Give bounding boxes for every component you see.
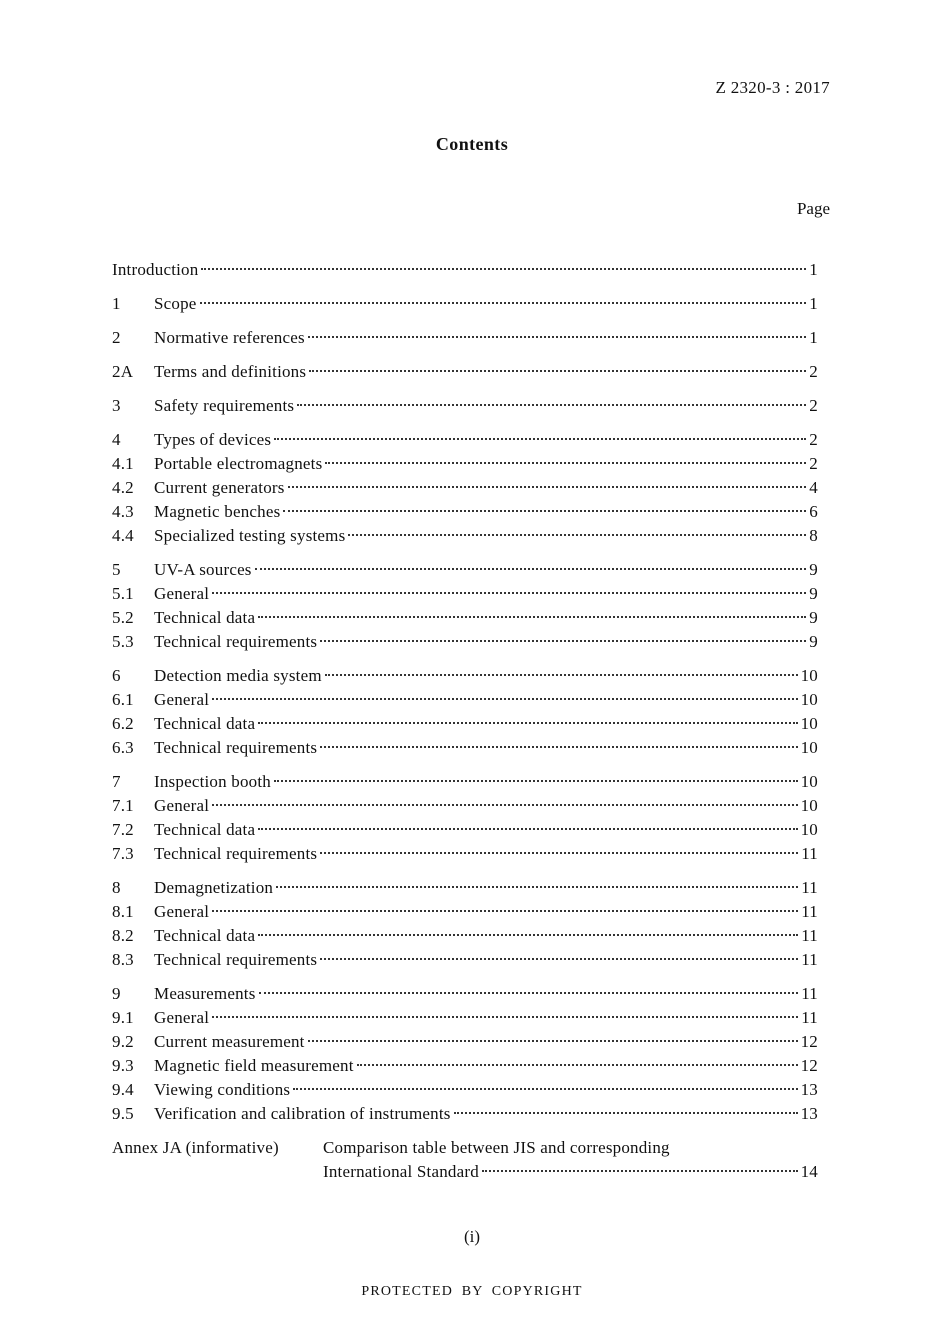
toc-entry[interactable] <box>112 502 818 526</box>
toc-entry-page: 2 <box>809 396 818 415</box>
toc-entry-number: 8.3 <box>112 950 134 969</box>
toc-entry-page: 11 <box>801 878 818 897</box>
toc-entry-title: Portable electromagnets <box>154 454 323 473</box>
toc-entry-page: 12 <box>800 1056 818 1075</box>
toc-entry[interactable] <box>112 1056 818 1080</box>
dot-leader <box>201 268 806 270</box>
annex-page-number: 14 <box>800 1162 818 1181</box>
toc-entry-title: Detection media system <box>154 666 322 685</box>
toc-entry-number: 8 <box>112 878 121 897</box>
toc-entry[interactable] <box>112 738 818 762</box>
toc-entry-number: 7.1 <box>112 796 134 815</box>
toc-entry[interactable] <box>112 902 818 926</box>
toc-entry-title: UV-A sources <box>154 560 252 579</box>
toc-entry-title: Technical requirements <box>154 950 318 969</box>
toc-entry-number: 8.1 <box>112 902 134 921</box>
toc-entry-title: Technical requirements <box>154 632 318 651</box>
toc-entry-number: 6.1 <box>112 690 134 709</box>
dot-leader <box>258 616 806 618</box>
toc-entry-page: 13 <box>800 1080 818 1099</box>
toc-entry-number: 2A <box>112 362 134 381</box>
dot-leader <box>200 302 807 304</box>
toc-entry-page: 10 <box>800 666 818 685</box>
toc-entry-title: Technical data <box>154 926 256 945</box>
dot-leader <box>309 370 806 372</box>
toc-entry-title: Technical requirements <box>154 844 318 863</box>
dot-leader <box>212 804 797 806</box>
toc-entry[interactable] <box>112 396 818 420</box>
toc-entry-page: 11 <box>801 902 818 921</box>
toc-entry-number: 7 <box>112 772 121 791</box>
toc-entry[interactable] <box>112 1080 818 1104</box>
toc-entry-number: 4.4 <box>112 526 134 545</box>
toc-group <box>112 260 818 284</box>
toc-entry-title: Viewing conditions <box>154 1080 291 1099</box>
toc-entry-title: Types of devices <box>154 430 272 449</box>
toc-entry-title: Technical data <box>154 820 256 839</box>
toc-entry-title: Current generators <box>154 478 285 497</box>
dot-leader <box>212 698 797 700</box>
toc-entry-title: Technical requirements <box>154 738 318 757</box>
toc-entry[interactable] <box>112 584 818 608</box>
toc-group <box>112 772 818 868</box>
toc-entry-page: 10 <box>800 820 818 839</box>
toc-entry-number: 9 <box>112 984 121 1003</box>
toc-entry-page: 11 <box>801 984 818 1003</box>
toc-entry-number: 5.3 <box>112 632 134 651</box>
toc-entry-number: 5.2 <box>112 608 134 627</box>
dot-leader <box>325 674 798 676</box>
toc-entry-page: 10 <box>800 714 818 733</box>
toc-entry-page: 1 <box>809 260 818 279</box>
dot-leader <box>308 336 807 338</box>
page-number: (i) <box>463 1227 481 1246</box>
toc-entry-title: General <box>154 902 210 921</box>
toc-entry-number: 1 <box>112 294 121 313</box>
table-of-contents <box>112 260 818 1186</box>
toc-entry[interactable] <box>112 608 818 632</box>
toc-entry-page: 11 <box>801 1008 818 1027</box>
toc-entry-page: 9 <box>809 560 818 579</box>
toc-entry[interactable] <box>112 1104 818 1128</box>
toc-entry-title: Current measurement <box>154 1032 305 1051</box>
toc-entry-number: 5 <box>112 560 121 579</box>
dot-leader <box>212 910 798 912</box>
toc-entry[interactable] <box>112 844 818 868</box>
toc-group <box>112 328 818 352</box>
toc-entry-number: 6.3 <box>112 738 134 757</box>
toc-entry[interactable] <box>112 478 818 502</box>
dot-leader <box>308 1040 798 1042</box>
copyright-notice: PROTECTED BY COPYRIGHT <box>361 1284 583 1299</box>
toc-entry-title: Demagnetization <box>154 878 274 897</box>
toc-entry[interactable] <box>112 526 818 550</box>
toc-entry[interactable] <box>112 362 818 386</box>
toc-entry-title: Specialized testing systems <box>154 526 346 545</box>
toc-entry-number: 9.2 <box>112 1032 134 1051</box>
dot-leader <box>283 510 806 512</box>
toc-entry-page: 2 <box>809 362 818 381</box>
toc-entry-page: 6 <box>809 502 818 521</box>
annex-title-row <box>323 1162 818 1186</box>
toc-group <box>112 362 818 386</box>
annex-title-line2: International Standard <box>323 1162 479 1181</box>
toc-entry-page: 2 <box>809 454 818 473</box>
toc-entry-number: 4.1 <box>112 454 134 473</box>
toc-entry-number: 5.1 <box>112 584 134 603</box>
toc-entry-title: Measurements <box>154 984 256 1003</box>
toc-entry[interactable] <box>112 560 818 584</box>
toc-entry[interactable] <box>112 820 818 844</box>
toc-entry-page: 10 <box>800 796 818 815</box>
toc-entry-page: 9 <box>809 584 818 603</box>
toc-entry[interactable] <box>112 632 818 656</box>
toc-group <box>112 294 818 318</box>
toc-entry-title: Safety requirements <box>154 396 295 415</box>
toc-entry-page: 13 <box>800 1104 818 1123</box>
dot-leader <box>482 1170 798 1172</box>
annex-label: Annex JA (informative) <box>112 1138 279 1157</box>
toc-entry-number: 4 <box>112 430 121 449</box>
toc-entry-page: 1 <box>809 294 818 313</box>
toc-entry-title: General <box>154 584 210 603</box>
toc-entry-number: 9.3 <box>112 1056 134 1075</box>
dot-leader <box>212 592 806 594</box>
toc-entry-title: General <box>154 690 210 709</box>
toc-entry-title: Technical data <box>154 608 256 627</box>
toc-entry-page: 8 <box>809 526 818 545</box>
toc-entry-page: 4 <box>809 478 818 497</box>
annex-body <box>323 1138 818 1186</box>
toc-entry-page: 10 <box>800 738 818 757</box>
toc-entry-number: 9.4 <box>112 1080 134 1099</box>
toc-entry[interactable] <box>112 878 818 902</box>
toc-group <box>112 666 818 762</box>
toc-entry[interactable] <box>112 1008 818 1032</box>
dot-leader <box>320 746 797 748</box>
toc-entry[interactable] <box>112 260 818 284</box>
toc-entry-title: Magnetic benches <box>154 502 281 521</box>
dot-leader <box>212 1016 798 1018</box>
toc-entry-page: 11 <box>801 926 818 945</box>
toc-entry-number: 3 <box>112 396 121 415</box>
toc-entry-page: 2 <box>809 430 818 449</box>
toc-entry-number: 7.3 <box>112 844 134 863</box>
dot-leader <box>325 462 806 464</box>
dot-leader <box>255 568 807 570</box>
toc-entry-page: 1 <box>809 328 818 347</box>
page-title: Contents <box>435 134 509 154</box>
toc-entry-page: 11 <box>801 950 818 969</box>
toc-entry-title: General <box>154 796 210 815</box>
document-number: Z 2320-3 : 2017 <box>715 78 830 97</box>
toc-entry[interactable] <box>112 950 818 974</box>
toc-entry-number: 8.2 <box>112 926 134 945</box>
dot-leader <box>454 1112 798 1114</box>
toc-entry-page: 10 <box>800 690 818 709</box>
toc-entry[interactable] <box>112 1032 818 1056</box>
toc-entry[interactable] <box>112 454 818 478</box>
toc-groups <box>112 260 818 1128</box>
toc-entry-number: 4.2 <box>112 478 134 497</box>
toc-entry-page: 9 <box>809 632 818 651</box>
dot-leader <box>274 438 806 440</box>
toc-entry[interactable] <box>112 690 818 714</box>
dot-leader <box>258 934 798 936</box>
toc-entry-title: Inspection booth <box>154 772 271 791</box>
dot-leader <box>274 780 798 782</box>
toc-group <box>112 984 818 1128</box>
toc-entry-number: 6 <box>112 666 121 685</box>
toc-entry-number: 9.5 <box>112 1104 134 1123</box>
dot-leader <box>258 722 797 724</box>
page-column-label: Page <box>796 199 830 218</box>
toc-group <box>112 430 818 550</box>
dot-leader <box>348 534 806 536</box>
toc-entry[interactable] <box>112 926 818 950</box>
toc-entry[interactable] <box>112 666 818 690</box>
dot-leader <box>259 992 799 994</box>
toc-entry[interactable] <box>112 430 818 454</box>
toc-group <box>112 560 818 656</box>
toc-entry-title: Terms and definitions <box>154 362 307 381</box>
toc-entry-title: Technical data <box>154 714 256 733</box>
dot-leader <box>288 486 807 488</box>
toc-entry-page: 10 <box>800 772 818 791</box>
dot-leader <box>293 1088 797 1090</box>
toc-entry-title: Verification and calibration of instruments <box>154 1104 451 1123</box>
toc-entry-title: Scope <box>154 294 197 313</box>
toc-entry[interactable] <box>112 796 818 820</box>
toc-entry[interactable] <box>112 772 818 796</box>
toc-entry-number: 4.3 <box>112 502 134 521</box>
toc-entry[interactable] <box>112 984 818 1008</box>
toc-entry[interactable] <box>112 714 818 738</box>
toc-entry-title: Introduction <box>112 260 199 279</box>
toc-entry-title: Magnetic field measurement <box>154 1056 354 1075</box>
toc-annex-entry[interactable] <box>112 1138 818 1186</box>
dot-leader <box>258 828 797 830</box>
toc-entry-number: 9.1 <box>112 1008 134 1027</box>
toc-entry-title: General <box>154 1008 210 1027</box>
toc-entry-number: 2 <box>112 328 121 347</box>
dot-leader <box>276 886 798 888</box>
dot-leader <box>357 1064 798 1066</box>
dot-leader <box>320 852 798 854</box>
dot-leader <box>297 404 806 406</box>
dot-leader <box>320 640 806 642</box>
toc-entry-page: 12 <box>800 1032 818 1051</box>
toc-group <box>112 396 818 420</box>
toc-group <box>112 878 818 974</box>
annex-title-line1: Comparison table between JIS and corresponding <box>323 1138 670 1157</box>
toc-entry-page: 9 <box>809 608 818 627</box>
toc-entry-number: 6.2 <box>112 714 134 733</box>
toc-entry-number: 7.2 <box>112 820 134 839</box>
toc-entry-page: 11 <box>801 844 818 863</box>
toc-entry-title: Normative references <box>154 328 305 347</box>
dot-leader <box>320 958 798 960</box>
toc-entry[interactable] <box>112 294 818 318</box>
toc-entry[interactable] <box>112 328 818 352</box>
